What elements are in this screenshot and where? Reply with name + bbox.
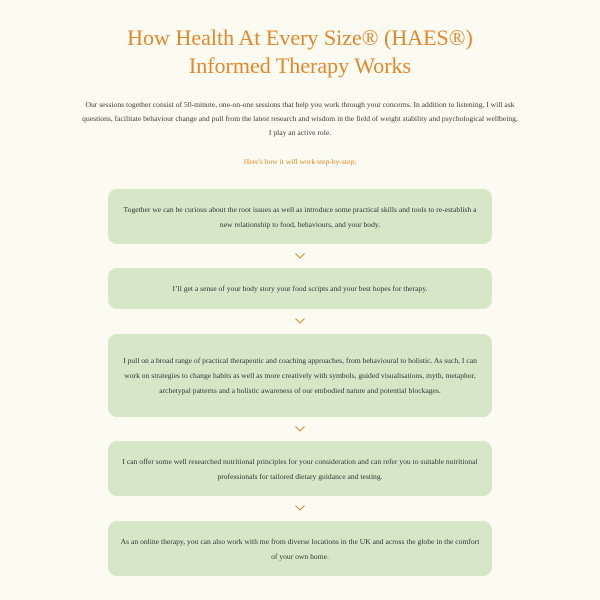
step-card-text: I’ll get a sense of your body story your food scripts and your best hopes for therapy. (172, 284, 428, 293)
page-title (0, 24, 600, 80)
step-card-text: I pull on a broad range of practical therapeutic and coaching approaches, from behavioural to holistic. As such, I can work on strategies to change habits as well as more creatively with symbols, guided visualisations, myth, metaphor, archetypal patterns and a holistic awareness of our embodied nature and potential blockages. (123, 356, 477, 395)
step-card-3 (108, 334, 492, 417)
step-card-5 (108, 521, 492, 576)
chevron-down-icon (295, 426, 305, 432)
steps-lead-text: Here's how it will work step-by-step; (243, 157, 357, 166)
intro-paragraph: Our sessions together consist of 50-minute, one-on-one sessions that help you work through your concerns. In addition to listening, I will ask questions, facilitate behaviour change and pull from the latest research and wisdom in the field of weight stability and psychological wellbeing, I play an active role. (82, 100, 518, 137)
page-title-line-1: How Health At Every Size® (HAES®) (127, 25, 473, 50)
chevron-down-icon (295, 318, 305, 324)
step-card-1 (108, 189, 492, 244)
chevron-down-icon (295, 253, 305, 259)
step-card-text: I can offer some well researched nutritional principles for your consideration and can refer you to suitable nutritional professionals for tailored dietary guidance and testing. (122, 456, 478, 481)
step-card-4 (108, 441, 492, 496)
page-title-line-2: Informed Therapy Works (188, 53, 412, 78)
step-card-2 (108, 268, 492, 309)
step-card-text: As an online therapy, you can also work with me from diverse locations in the UK and across the globe in the comfort of your own home. (120, 536, 480, 561)
chevron-down-icon (295, 505, 305, 511)
step-card-text: Together we can be curious about the root issues as well as introduce some practical skills and tools to re-establish a new relationship to food, behaviours, and your body. (123, 204, 477, 229)
